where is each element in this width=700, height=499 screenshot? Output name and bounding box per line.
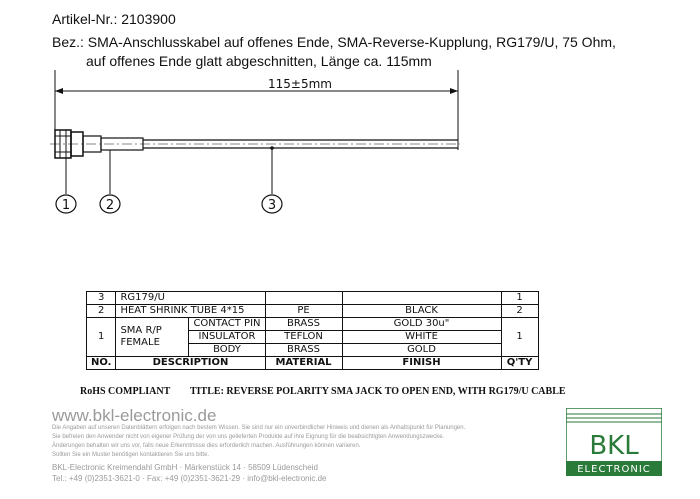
cell-material: BRASS xyxy=(265,344,342,357)
cable-drawing xyxy=(0,70,700,220)
company-contact: Tel.: +49 (0)2351-3621-0 · Fax: +49 (0)2351-3621-29 · info@bkl-electronic.de xyxy=(52,474,327,483)
table-row xyxy=(87,305,539,318)
callout-label-3: 3 xyxy=(267,198,277,213)
dimension-arrow-left xyxy=(55,88,63,94)
website: www.bkl-electronic.de xyxy=(52,406,217,425)
cell-finish: BLACK xyxy=(342,305,501,318)
cell-finish xyxy=(342,292,501,305)
callout-label-2: 2 xyxy=(105,198,115,213)
logo-text: BKL xyxy=(589,431,639,461)
company-address: BKL-Electronic Kreimendahl GmbH · Märkenstück 14 · 58509 Lüdenscheid xyxy=(52,463,318,472)
description-line-2: auf offenes Ende glatt abgeschnitten, Länge ca. 115mm xyxy=(86,53,432,69)
header-finish: FINISH xyxy=(342,357,501,370)
description-line-1: Bez.: SMA-Anschlusskabel auf offenes Ende, SMA-Reverse-Kupplung, RG179/U, 75 Ohm, xyxy=(52,34,616,50)
cell-no: 2 xyxy=(87,305,116,318)
table-header-row xyxy=(87,357,539,370)
header-material: MATERIAL xyxy=(265,357,342,370)
cell-connector-name: SMA R/P FEMALE xyxy=(116,318,189,357)
cell-no: 3 xyxy=(87,292,116,305)
cell-material: PE xyxy=(265,305,342,318)
cell-qty: 1 xyxy=(501,318,538,357)
disclaimer-line: Sollten Sie ein Muster benötigen kontaktieren Sie uns bitte. xyxy=(52,452,210,458)
article-number: Artikel-Nr.: 2103900 xyxy=(52,11,176,27)
bkl-logo xyxy=(566,408,662,476)
cell-subpart: CONTACT PIN xyxy=(189,318,265,331)
callout-label-1: 1 xyxy=(61,198,71,213)
logo-subtext: ELECTRONIC xyxy=(577,464,651,475)
cell-no: 1 xyxy=(87,318,116,357)
cell-material xyxy=(265,292,342,305)
cell-finish: WHITE xyxy=(342,331,501,344)
cell-finish: GOLD 30u" xyxy=(342,318,501,331)
cell-finish: GOLD xyxy=(342,344,501,357)
cell-qty: 2 xyxy=(501,305,538,318)
header-no: NO. xyxy=(87,357,116,370)
cell-description: RG179/U xyxy=(116,292,265,305)
cell-description: HEAT SHRINK TUBE 4*15 xyxy=(116,305,265,318)
header-description: DESCRIPTION xyxy=(116,357,265,370)
drawing-title: TITLE: REVERSE POLARITY SMA JACK TO OPEN END, WITH RG179/U CABLE xyxy=(190,386,566,397)
disclaimer-line: Die Angaben auf unseren Datenblättern erfolgen nach bestem Wissen. Sie sind nur ein unverbindlicher Hinweis und dienen als Anhaltspunkt für Planungen. xyxy=(52,425,466,431)
cell-subpart: BODY xyxy=(189,344,265,357)
header-qty: Q'TY xyxy=(501,357,538,370)
disclaimer-line: Sie befreien den Anwender nicht von eigener Prüfung der von uns gelieferten Produkte auf ihre Eignung für die beabsichtigten Anwendungszwecke. xyxy=(52,434,445,440)
table-row xyxy=(87,318,539,331)
cell-subpart: INSULATOR xyxy=(189,331,265,344)
dimension-arrow-right xyxy=(450,88,458,94)
disclaimer-line: Änderungen behalten wir uns vor, falls neue Erkenntnisse dies erforderlich machen. Ausführungen können variieren. xyxy=(52,443,361,449)
parts-table xyxy=(86,291,539,370)
cell-qty: 1 xyxy=(501,292,538,305)
dimension-label: 115±5mm xyxy=(268,77,332,91)
cell-material: TEFLON xyxy=(265,331,342,344)
rohs-note: RoHS COMPLIANT xyxy=(80,386,171,397)
table-row xyxy=(87,292,539,305)
cell-material: BRASS xyxy=(265,318,342,331)
